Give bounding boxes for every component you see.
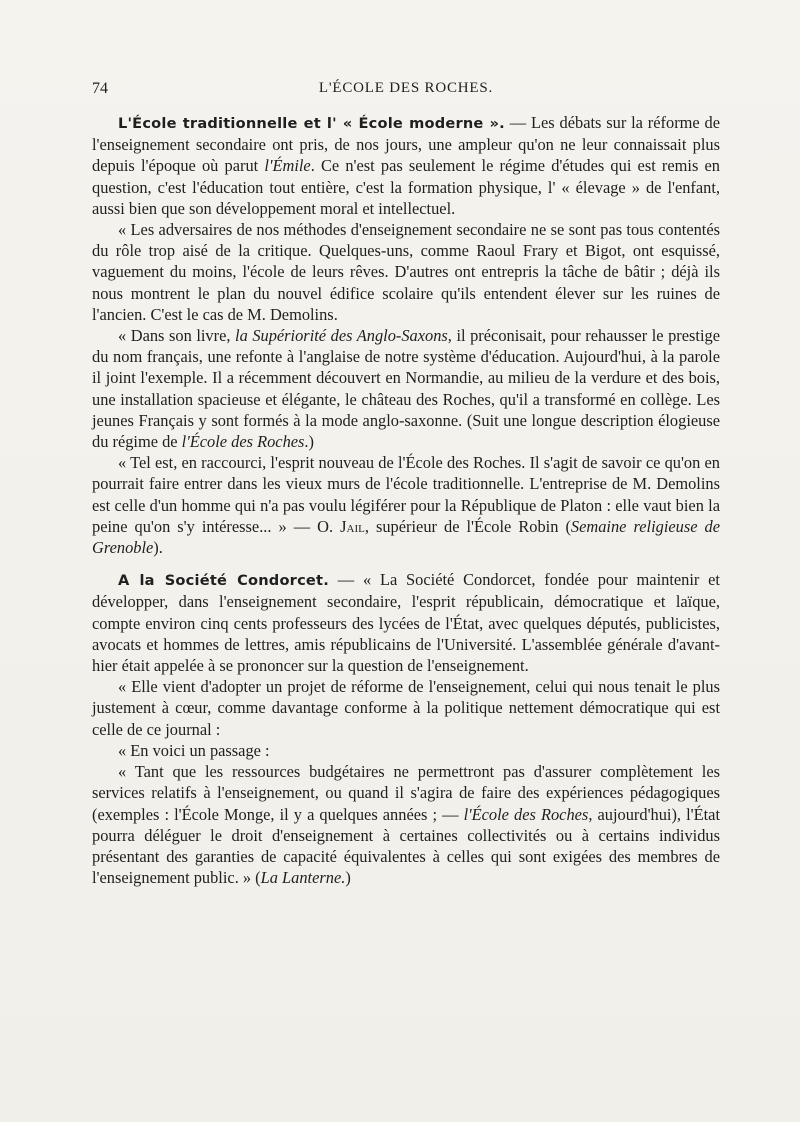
section-title: A la Société Condorcet.	[118, 572, 329, 590]
text-run: — « La Société Condorcet, fondée pour maintenir et développer, dans l'enseignement secondaire, l'esprit républicain, démocratique et laïque, compte environ cinq cents professeurs des lycées de l'État, avec quelques députés, publicistes, avocats et hommes de lettres, amis républicains de l'Université. L'assemblée générale d'avant-hier était appelée à se prononcer sur la question de l'enseignement.	[92, 570, 720, 676]
paragraph: « En voici un passage :	[118, 740, 270, 760]
text-run: . Ce n'est pas seulement le régime d'études qui est remis en question, c'est l'éducation tout entière, c'est la formation physique, l' « élevage » de l'enfant, aussi bien que son développement moral et intellectuel.	[92, 156, 720, 218]
paragraph: « Les adversaires de nos méthodes d'enseignement secondaire ne se sont pas tous contentés du rôle trop aisé de la critique. Quelques-uns, comme Raoul Frary et Bigot, ont esquissé, vaguement du moins, l'école de leurs rêves. D'autres ont entrepris la tâche de bâtir ; déjà ils nous montrent le plan du nouvel édifice scolaire qu'ils entendent élever sur les ruines de l'ancien. C'est le cas de M. Demolins.	[92, 220, 720, 324]
paragraph	[92, 325, 720, 452]
paragraph	[92, 452, 720, 558]
running-title: L'ÉCOLE DES ROCHES.	[318, 80, 494, 96]
text-run: , supérieur de l'École Robin (	[364, 516, 571, 536]
school-name: l'École des Roches	[463, 804, 589, 824]
section-title: L'École traditionnelle et l' « École moderne ».	[118, 115, 505, 132]
text-run: , aujourd'hui), l'État pourra déléguer le droit d'enseignement à certaines collectivités ou à certains individus présentant des garanties de capacité équivalentes à celles qui sont exigées des membres de l'enseignement public. » (	[92, 804, 721, 888]
body-text	[92, 112, 720, 888]
source-title: Semaine religieuse de Grenoble	[92, 516, 721, 558]
school-name: l'École des Roches	[181, 432, 305, 452]
text-run: )	[345, 868, 351, 888]
page-number: 74	[92, 80, 108, 97]
author-name: Jail	[340, 516, 365, 536]
paragraph	[92, 761, 720, 888]
text-run: .)	[304, 432, 314, 452]
text-run: « Dans son livre,	[118, 326, 236, 346]
text-run: — Les débats sur la réforme de l'enseignement secondaire ont pris, de nos jours, une ampleur qu'on ne leur connaissait plus depuis l'époque où parut	[92, 113, 720, 176]
running-head	[92, 80, 720, 102]
source-title: La Lanterne.	[260, 868, 346, 888]
paragraph: « Elle vient d'adopter un projet de réforme de l'enseignement, celui qui nous tenait le plus justement à cœur, comme davantage conforme à la politique nettement démocratique qui est celle de ce journal :	[92, 677, 720, 739]
book-title: la Supériorité des Anglo-Saxons	[235, 326, 448, 346]
paragraph	[92, 112, 720, 219]
text-run: , il préconisait, pour rehausser le prestige du nom français, une refonte à l'anglaise de notre système d'éducation. Aujourd'hui, à la parole il joint l'exemple. Il a récemment découvert en Normandie, au milieu de la verdure et des bois, une installation spacieuse et élégante, le château des Roches, qu'il a transformé en collège. Les jeunes Français y sont formés à la mode anglo-saxonne. (Suit une longue description élogieuse du régime de	[92, 326, 720, 452]
text-run: ).	[153, 538, 163, 558]
text-run: « Tant que les ressources budgétaires ne permettront pas d'assurer complètement les services relatifs à l'enseignement, ou quand il s'agira de faire des expériences pédagogiques (exemples : l'École Monge, il y a quelques années ; —	[92, 762, 720, 824]
book-title: l'Émile	[264, 156, 311, 176]
text-run: « Tel est, en raccourci, l'esprit nouveau de l'École des Roches. Il s'agit de savoir ce qu'on en pourrait faire entrer dans les vieux murs de l'école traditionnelle. L'entreprise de M. Demolins est celle d'un homme qui n'a pas voulu légiférer pour la République de Platon : elle vaut bien la peine qu'on s'y intéresse... » — O.	[92, 453, 720, 536]
paragraph	[92, 569, 720, 676]
